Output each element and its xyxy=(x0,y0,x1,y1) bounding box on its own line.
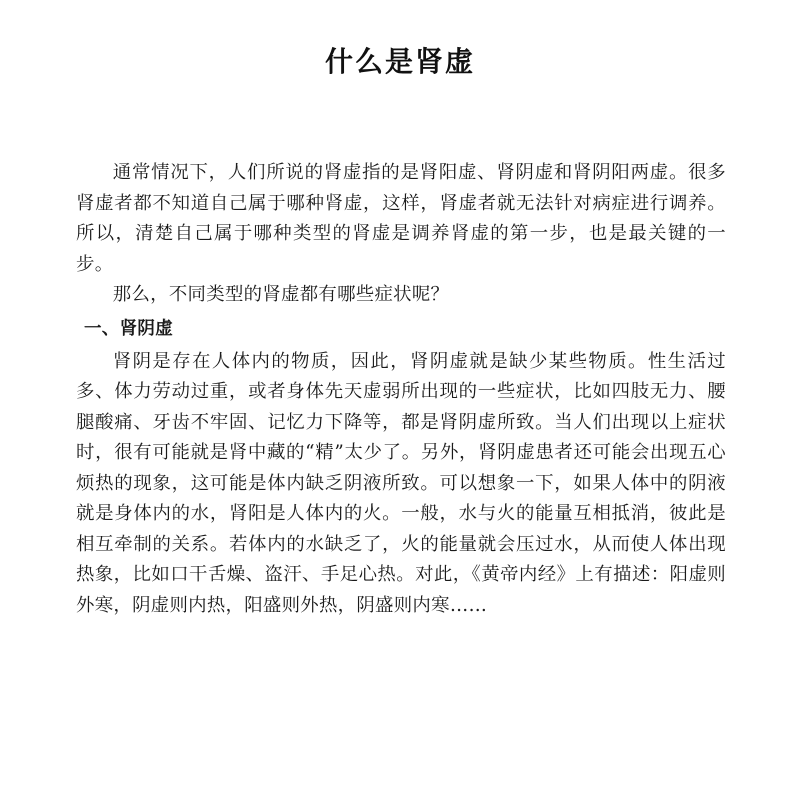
question-paragraph: 那么，不同类型的肾虚都有哪些症状呢？ xyxy=(112,284,450,305)
intro-paragraph: 通常情况下，人们所说的肾虚指的是肾阳虚、肾阴虚和肾阴阳两虚。很多肾虚者都不知道自己属于哪种肾虚，这样，肾虚者就无法针对病症进行调养。所以，清楚自己属于哪种类型的肾虚是调养肾虚的第一步，也是最关键的一步。 xyxy=(76,162,726,275)
section-heading-kidney-yin-deficiency: 一、肾阴虚 xyxy=(84,318,173,339)
article-body xyxy=(76,158,726,621)
section-paragraph-kidney-yin-deficiency: 肾阴是存在人体内的物质，因此，肾阴虚就是缺少某些物质。性生活过多、体力劳动过重，或者身体先天虚弱所出现的一些症状，比如四肢无力、腰腿酸痛、牙齿不牢固、记忆力下降等，都是肾阴虚所致。当人们出现以上症状时，很有可能就是肾中藏的“精”太少了。另外，肾阴虚患者还可能会出现五心烦热的现象，这可能是体内缺乏阴液所致。可以想象一下，如果人体中的阴液就是身体内的水，肾阳是人体内的火。一般，水与火的能量互相抵消，彼此是相互牵制的关系。若体内的水缺乏了，火的能量就会压过水，从而使人体出现热象，比如口干舌燥、盗汗、手足心热。对此，《黄帝内经》上有描述：阳虚则外寒，阴虚则内热，阳盛则外热，阴盛则内寒…… xyxy=(76,350,726,616)
page-title: 什么是肾虚 xyxy=(324,45,475,78)
